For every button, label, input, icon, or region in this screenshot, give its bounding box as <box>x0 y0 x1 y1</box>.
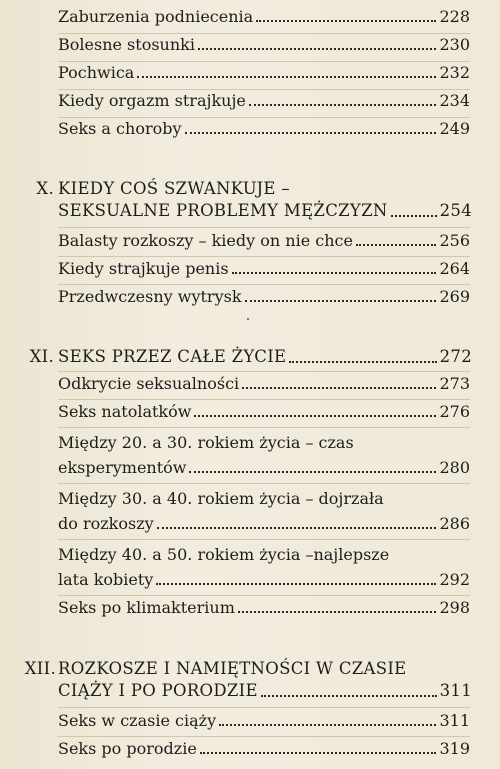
toc-entry-page: 280 <box>439 458 470 477</box>
dot-leader <box>156 582 436 585</box>
divider <box>58 61 470 62</box>
toc-entry-label: Seks a choroby <box>58 119 182 138</box>
toc-entry-label: Odkrycie seksualności <box>58 374 240 393</box>
dot-leader <box>238 610 437 613</box>
toc-entry-page: 286 <box>439 514 470 533</box>
toc-entry-page: 319 <box>439 739 470 758</box>
toc-entry-label: Między 20. a 30. rokiem życia – czas <box>58 433 354 452</box>
toc-entry[interactable] <box>58 374 470 394</box>
dot-leader <box>185 131 437 134</box>
toc-entry-label: Balasty rozkoszy – kiedy on nie chce <box>58 231 353 250</box>
divider <box>58 284 470 285</box>
divider <box>58 256 470 257</box>
toc-entry-label: Seks po porodzie <box>58 739 197 758</box>
toc-entry[interactable] <box>58 287 470 307</box>
chapter-title-line: SEKSUALNE PROBLEMY MĘŻCZYZN <box>58 201 388 220</box>
dot-leader <box>232 271 437 274</box>
toc-entry-label: Kiedy strajkuje penis <box>58 259 229 278</box>
toc-entry-page: 256 <box>439 231 470 250</box>
toc-entry[interactable] <box>58 433 470 478</box>
toc-entry[interactable] <box>58 489 470 534</box>
chapter-number: XII. <box>24 659 56 678</box>
toc-entry[interactable] <box>58 35 470 55</box>
toc-entry-label: lata kobiety <box>58 570 154 589</box>
chapter-heading[interactable] <box>58 346 472 368</box>
dot-leader <box>200 751 437 754</box>
toc-entry-page: 264 <box>439 259 470 278</box>
dot-leader <box>219 723 436 726</box>
chapter-page: 272 <box>439 347 472 366</box>
toc-entry[interactable] <box>58 711 470 731</box>
toc-entry[interactable] <box>58 739 470 759</box>
paper-speck <box>247 318 249 320</box>
divider <box>58 371 470 372</box>
toc-entry[interactable] <box>58 231 470 251</box>
dot-leader <box>256 19 436 22</box>
toc-entry-label: Zaburzenia podniecenia <box>58 7 254 26</box>
toc-entry-label: Seks w czasie ciąży <box>58 711 217 730</box>
dot-leader <box>137 75 436 78</box>
divider <box>58 33 470 34</box>
dot-leader <box>157 526 437 529</box>
toc-entry-label: Kiedy orgazm strajkuje <box>58 91 246 110</box>
toc-entry[interactable] <box>58 598 470 618</box>
chapter-heading[interactable] <box>58 178 472 222</box>
divider <box>58 427 470 428</box>
toc-entry-page: 298 <box>439 598 470 617</box>
divider <box>58 595 470 596</box>
toc-entry-label: do rozkoszy <box>58 514 154 533</box>
toc-entry-page: 228 <box>439 7 470 26</box>
chapter-heading[interactable] <box>58 658 472 702</box>
divider <box>58 483 470 484</box>
chapter-title-line: KIEDY COŚ SZWANKUJE – <box>58 179 290 198</box>
dot-leader <box>189 470 436 473</box>
toc-entry-page: 269 <box>439 287 470 306</box>
chapter-page: 254 <box>439 201 472 220</box>
toc-entry-page: 230 <box>439 35 470 54</box>
toc-entry[interactable] <box>58 402 470 422</box>
divider <box>58 707 470 708</box>
toc-entry-label: Pochwica <box>58 63 135 82</box>
toc-entry[interactable] <box>58 119 470 139</box>
toc-entry-page: 292 <box>439 570 470 589</box>
dot-leader <box>356 243 437 246</box>
divider <box>58 89 470 90</box>
dot-leader <box>245 299 437 302</box>
dot-leader <box>261 694 437 697</box>
chapter-title-line: SEKS PRZEZ CAŁE ŻYCIE <box>58 347 287 366</box>
toc-entry[interactable] <box>58 259 470 279</box>
toc-entry-label: Między 40. a 50. rokiem życia –najlepsze <box>58 545 390 564</box>
toc-entry-label: Przedwczesny wytrysk <box>58 287 242 306</box>
dot-leader <box>242 386 436 389</box>
dot-leader <box>249 103 437 106</box>
divider <box>58 539 470 540</box>
dot-leader <box>391 214 437 217</box>
divider <box>58 117 470 118</box>
toc-entry[interactable] <box>58 7 470 27</box>
dot-leader <box>194 414 436 417</box>
chapter-number: X. <box>36 179 54 198</box>
toc-entry-page: 234 <box>439 91 470 110</box>
chapter-page: 311 <box>439 681 472 700</box>
dot-leader <box>289 360 436 363</box>
divider <box>58 399 470 400</box>
toc-entry-page: 249 <box>439 119 470 138</box>
toc-entry-label: Seks po klimakterium <box>58 598 235 617</box>
toc-entry-label: Bolesne stosunki <box>58 35 195 54</box>
chapter-title-line: CIĄŻY I PO PORODZIE <box>58 681 258 700</box>
toc-entry-label: eksperymentów <box>58 458 187 477</box>
toc-entry-page: 276 <box>439 402 470 421</box>
toc-entry-label: Między 30. a 40. rokiem życia – dojrzała <box>58 489 384 508</box>
chapter-number: XI. <box>29 347 54 366</box>
toc-entry[interactable] <box>58 545 470 590</box>
toc-entry-page: 273 <box>439 374 470 393</box>
toc-entry-label: Seks natolatków <box>58 402 192 421</box>
divider <box>58 227 470 228</box>
dot-leader <box>198 47 437 50</box>
toc-entry[interactable] <box>58 91 470 111</box>
toc-entry[interactable] <box>58 63 470 83</box>
toc-entry-page: 232 <box>439 63 470 82</box>
chapter-title-line: ROZKOSZE I NAMIĘTNOŚCI W CZASIE <box>58 659 407 678</box>
toc-entry-page: 311 <box>439 711 470 730</box>
divider <box>58 736 470 737</box>
